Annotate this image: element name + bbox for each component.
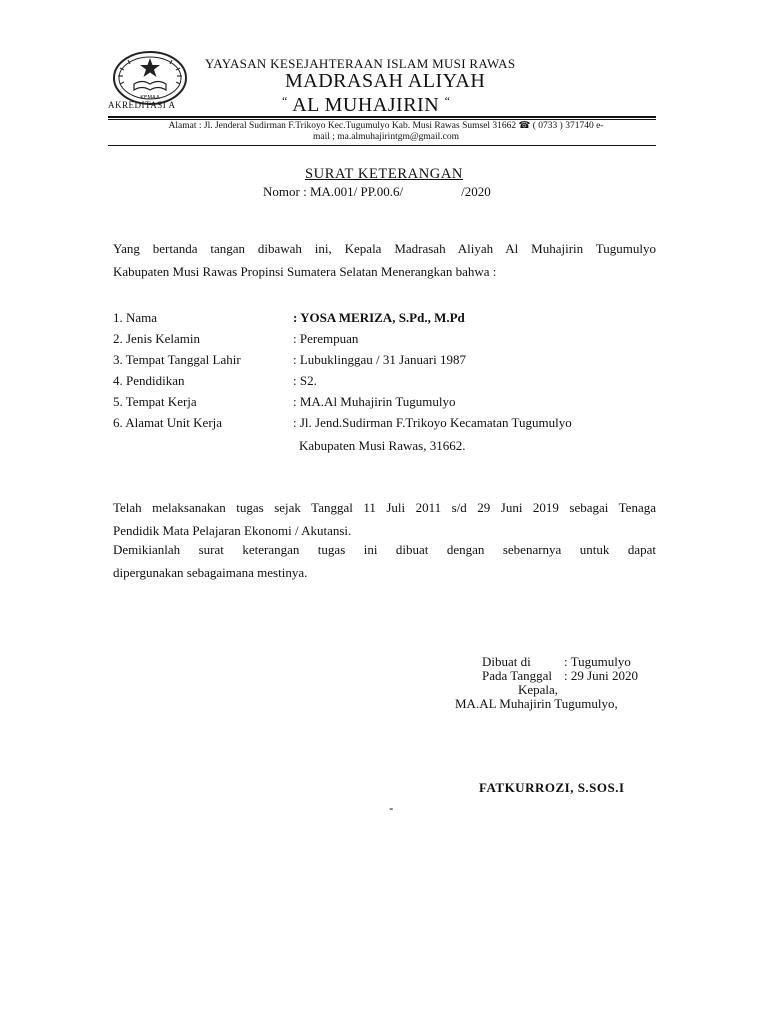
field-work-address [113,412,572,433]
field-birth [113,349,466,370]
body-paragraph-1 [113,496,656,542]
field-value: : MA.Al Muhajirin Tugumulyo [293,394,456,409]
letter-title: SURAT KETERANGAN [305,166,463,182]
school-address [120,121,652,143]
signer-position: Kepala, [518,682,559,697]
signed-date [482,668,638,684]
letter-number [263,184,491,200]
address-line-2: mail ; ma.almuhajirintgm@gmail.com [313,132,459,142]
field-value: : YOSA MERIZA, S.Pd., M.Pd [293,310,465,325]
field-value: : Perempuan [293,331,359,346]
foundation-name: YAYASAN KESEJAHTERAAN ISLAM MUSI RAWAS [205,56,516,71]
school-name [282,94,450,117]
school-type: MADRASAH ALIYAH [285,70,486,92]
field-label: 1. Nama [113,310,158,325]
field-value: : Jl. Jend.Sudirman F.Trikoyo Kecamatan Tugumulyo [293,415,572,430]
school-name-text: AL MUHAJIRIN [292,94,440,116]
close-quote: “ [444,94,451,108]
field-name [113,307,465,328]
letter-number-suffix: /2020 [461,184,491,199]
logo-caption: AKREDITASI A [108,100,176,110]
body2-line-1: Demikianlah surat keterangan tugas ini dibuat dengan sebenarnya untuk dapat [113,542,656,557]
made-at-label: Dibuat di [482,654,531,669]
field-label: 4. Pendidikan [113,373,185,388]
field-label: 5. Tempat Kerja [113,394,197,409]
field-workplace [113,391,456,412]
field-label: 3. Tempat Tanggal Lahir [113,352,241,367]
made-at-value: : Tugumulyo [564,654,631,669]
letter-number-prefix: Nomor : MA.001/ PP.00.6/ [263,184,404,199]
header-rule-thin [108,119,656,120]
header-rule-thick [108,116,656,118]
field-work-address-cont: Kabupaten Musi Rawas, 31662. [299,438,466,453]
open-quote: “ [282,94,288,108]
body1-line-2: Pendidik Mata Pelajaran Ekonomi / Akutansi. [113,523,352,538]
intro-paragraph [113,237,656,283]
date-label: Pada Tanggal [482,668,552,683]
field-label: 2. Jenis Kelamin [113,331,201,346]
intro-line-1: Yang bertanda tangan dibawah ini, Kepala Madrasah Aliyah Al Muhajirin Tugumulyo [113,241,656,256]
date-value: : 29 Juni 2020 [564,668,639,683]
body-paragraph-2 [113,538,656,584]
field-education [113,370,317,391]
field-value: : S2. [293,373,317,388]
field-gender [113,328,358,349]
signer-institution: MA.AL Muhajirin Tugumulyo, [455,696,618,711]
field-value: : Lubuklinggau / 31 Januari 1987 [293,352,466,367]
logo-text: KEMAA [140,95,160,101]
field-label: 6. Alamat Unit Kerja [113,415,223,430]
address-line-1: Alamat : Jl. Jenderal Sudirman F.Trikoyo Kec.Tugumulyo Kab. Musi Rawas Sumsel 31662 ☎ ( 0733 ) 371740 e- [168,121,604,131]
intro-line-2: Kabupaten Musi Rawas Propinsi Sumatera Selatan Menerangkan bahwa : [113,264,497,279]
header-rule-bottom [108,145,656,146]
body1-line-1: Telah melaksanakan tugas sejak Tanggal 11 Juli 2011 s/d 29 Juni 2019 sebagai Tenaga [113,500,656,515]
signer-name: FATKURROZI, S.SOS.I [479,780,625,795]
body2-line-2: dipergunakan sebagaimana mestinya. [113,565,308,580]
dash-mark: - [389,800,394,815]
